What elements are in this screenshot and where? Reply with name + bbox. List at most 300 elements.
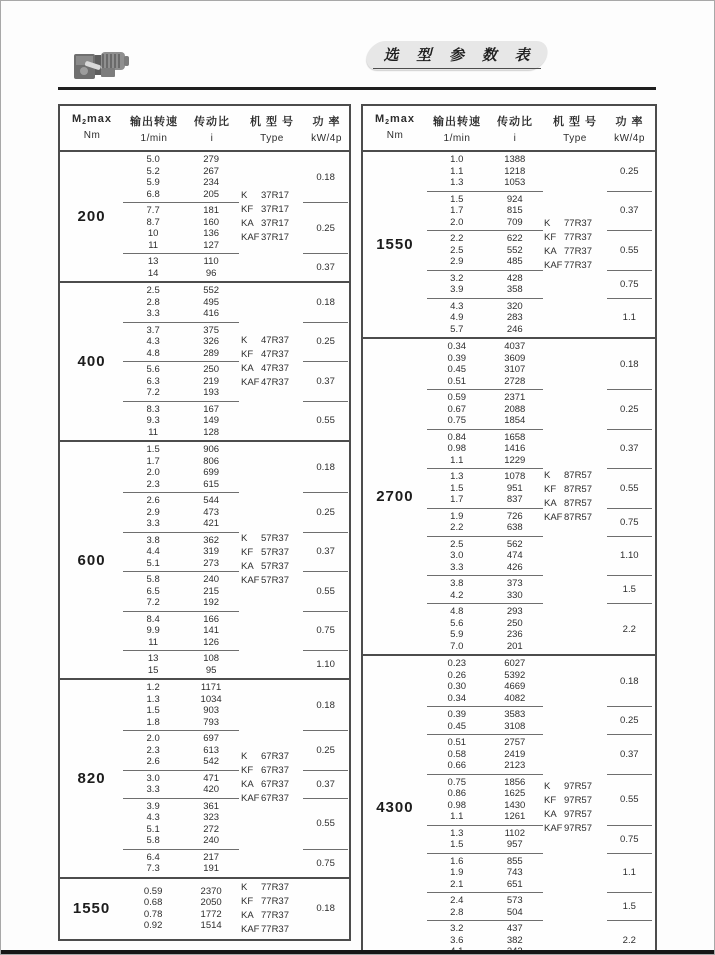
speed-ratio-rows bbox=[427, 152, 543, 192]
output-speed-cell: 0.75 bbox=[447, 415, 467, 426]
type-line bbox=[241, 560, 305, 574]
ratio-group bbox=[123, 612, 349, 652]
type-column-spacer bbox=[543, 390, 607, 430]
ratio-group bbox=[427, 893, 655, 921]
data-row bbox=[427, 353, 543, 365]
type-prefix: K bbox=[241, 751, 248, 763]
type-prefix: KF bbox=[241, 895, 254, 907]
ratio-group bbox=[123, 152, 349, 203]
data-row bbox=[123, 665, 239, 677]
type-column-spacer bbox=[239, 612, 303, 652]
output-speed-cell: 0.23 bbox=[447, 658, 467, 669]
type-column-spacer bbox=[543, 576, 607, 604]
data-row bbox=[123, 558, 239, 570]
type-code: 37R17 bbox=[261, 231, 289, 243]
transmission-ratio-cell: 420 bbox=[203, 784, 220, 795]
output-speed-cell: 2.5 bbox=[450, 244, 464, 256]
ratio-group bbox=[427, 192, 655, 232]
type-column-spacer bbox=[543, 271, 607, 299]
data-row bbox=[427, 590, 543, 602]
torque-value: 200 bbox=[77, 208, 106, 225]
type-prefix: KAF bbox=[544, 511, 563, 523]
power-cell: 1.1 bbox=[622, 312, 636, 324]
transmission-ratio-cell: 149 bbox=[203, 415, 220, 426]
transmission-ratio-cell: 3583 bbox=[504, 709, 526, 720]
type-code: 97R57 bbox=[564, 794, 592, 806]
type-prefix: KF bbox=[241, 547, 254, 558]
type-code: 77R37 bbox=[564, 231, 592, 243]
output-speed-cell: 1.1 bbox=[450, 454, 464, 466]
power-cell: 0.37 bbox=[607, 735, 652, 775]
transmission-ratio-cell: 638 bbox=[506, 522, 523, 533]
data-row bbox=[427, 455, 543, 467]
power-cell: 0.75 bbox=[607, 826, 652, 854]
data-row bbox=[427, 217, 543, 229]
type-line bbox=[241, 895, 305, 909]
type-column-spacer bbox=[239, 493, 303, 533]
type-line bbox=[241, 923, 305, 937]
output-speed-cell: 2.3 bbox=[146, 744, 160, 756]
gearmotor-icon bbox=[71, 45, 133, 82]
data-row bbox=[123, 456, 239, 468]
output-speed-cell: 5.0 bbox=[146, 154, 160, 165]
header-unit-type: Type bbox=[260, 133, 284, 144]
speed-ratio-rows bbox=[427, 271, 543, 299]
output-speed-cell: 1.5 bbox=[450, 193, 464, 205]
speed-ratio-rows bbox=[427, 509, 543, 537]
header-col-m2max bbox=[363, 113, 427, 144]
transmission-ratio-cell: 1102 bbox=[504, 827, 525, 839]
output-speed-cell: 1.0 bbox=[450, 154, 464, 165]
data-row bbox=[123, 920, 239, 932]
transmission-ratio-cell: 473 bbox=[203, 506, 220, 518]
type-line bbox=[544, 780, 608, 794]
transmission-ratio-cell: 1229 bbox=[504, 454, 526, 466]
transmission-ratio-cell: 4669 bbox=[504, 681, 526, 692]
ratio-group bbox=[427, 826, 655, 854]
power-cell: 0.25 bbox=[607, 152, 652, 192]
ratio-group bbox=[427, 537, 655, 577]
data-row bbox=[427, 245, 543, 257]
data-row bbox=[123, 256, 239, 268]
speed-ratio-rows bbox=[427, 537, 543, 577]
data-row bbox=[123, 852, 239, 864]
data-row bbox=[123, 784, 239, 796]
header-unit-power: kW/4p bbox=[311, 133, 342, 144]
ratio-groups bbox=[427, 339, 655, 654]
data-row bbox=[427, 443, 543, 455]
ratio-group bbox=[427, 576, 655, 604]
output-speed-cell: 5.8 bbox=[146, 574, 160, 585]
header-label-part: max bbox=[390, 113, 416, 125]
transmission-ratio-cell: 1658 bbox=[504, 431, 526, 443]
power-cell: 0.37 bbox=[607, 192, 652, 232]
output-speed-cell: 1.5 bbox=[450, 482, 464, 494]
power-cell: 0.25 bbox=[303, 203, 348, 254]
data-row bbox=[123, 863, 239, 875]
type-column-spacer bbox=[543, 854, 607, 894]
transmission-ratio-cell: 1171 bbox=[200, 682, 222, 693]
transmission-ratio-cell: 903 bbox=[203, 705, 220, 716]
output-speed-cell: 8.3 bbox=[146, 403, 160, 415]
transmission-ratio-cell: 192 bbox=[203, 597, 220, 608]
data-row bbox=[427, 578, 543, 590]
type-line bbox=[241, 362, 305, 376]
ratio-group bbox=[123, 884, 349, 934]
transmission-ratio-cell: 127 bbox=[203, 239, 220, 251]
type-column-spacer bbox=[239, 651, 303, 678]
type-code: 37R17 bbox=[261, 189, 289, 201]
transmission-ratio-cell: 2728 bbox=[504, 375, 526, 387]
output-speed-cell: 0.98 bbox=[447, 799, 467, 811]
type-code: 37R17 bbox=[261, 203, 289, 215]
output-speed-cell: 0.59 bbox=[447, 392, 467, 403]
output-speed-cell: 1.7 bbox=[450, 205, 464, 216]
type-line bbox=[544, 259, 608, 273]
output-speed-cell: 10 bbox=[147, 228, 159, 239]
header-col-m2max bbox=[60, 113, 124, 144]
output-speed-cell: 1.5 bbox=[146, 444, 160, 455]
ratio-groups bbox=[123, 680, 349, 877]
output-speed-cell: 5.9 bbox=[450, 629, 464, 640]
transmission-ratio-cell: 267 bbox=[203, 165, 220, 177]
transmission-ratio-cell: 471 bbox=[203, 772, 220, 784]
type-column-spacer bbox=[543, 339, 607, 390]
ratio-group bbox=[123, 799, 349, 850]
type-line bbox=[544, 483, 608, 497]
type-column-spacer bbox=[239, 442, 303, 493]
torque-section-400 bbox=[60, 281, 349, 440]
type-line bbox=[241, 574, 305, 588]
transmission-ratio-cell: 552 bbox=[506, 244, 523, 256]
type-block bbox=[241, 189, 305, 245]
output-speed-cell: 5.8 bbox=[146, 835, 160, 846]
type-prefix: KAF bbox=[241, 923, 260, 935]
torque-value: 2700 bbox=[376, 488, 414, 505]
data-row bbox=[427, 737, 543, 749]
data-row bbox=[427, 522, 543, 534]
power-cell: 1.5 bbox=[607, 576, 652, 604]
type-line bbox=[241, 334, 305, 348]
data-row bbox=[427, 301, 543, 313]
transmission-ratio-cell: 5392 bbox=[504, 669, 526, 681]
data-row bbox=[123, 886, 239, 898]
output-speed-cell: 1.9 bbox=[450, 510, 464, 522]
type-prefix: KF bbox=[544, 483, 557, 495]
type-code: 77R37 bbox=[261, 895, 289, 907]
speed-ratio-rows bbox=[427, 604, 543, 654]
output-speed-cell: 4.3 bbox=[146, 336, 160, 347]
type-code: 87R57 bbox=[564, 469, 592, 481]
header-unit-type: Type bbox=[563, 133, 587, 144]
type-prefix: KF bbox=[544, 231, 557, 243]
data-row bbox=[427, 895, 543, 907]
data-row bbox=[123, 909, 239, 921]
speed-ratio-rows bbox=[427, 231, 543, 271]
power-cell: 0.25 bbox=[303, 731, 348, 771]
transmission-ratio-cell: 166 bbox=[203, 613, 220, 625]
header-label-type: 机 型 号 bbox=[249, 116, 295, 128]
output-speed-cell: 0.67 bbox=[447, 403, 467, 415]
output-speed-cell: 2.1 bbox=[450, 878, 464, 890]
type-column-spacer bbox=[543, 299, 607, 338]
type-column-spacer bbox=[543, 707, 607, 735]
speed-ratio-rows bbox=[123, 254, 239, 281]
output-speed-cell: 2.6 bbox=[146, 756, 160, 767]
type-code: 87R57 bbox=[564, 483, 592, 495]
type-line bbox=[544, 822, 608, 836]
output-speed-cell: 0.26 bbox=[447, 669, 467, 681]
data-row bbox=[427, 856, 543, 868]
type-code: 77R37 bbox=[261, 881, 289, 893]
data-row bbox=[427, 483, 543, 495]
transmission-ratio-cell: 421 bbox=[203, 518, 220, 529]
power-cell: 0.18 bbox=[303, 680, 348, 731]
power-cell: 2.2 bbox=[622, 623, 636, 635]
type-code: 67R37 bbox=[261, 793, 289, 805]
transmission-ratio-cell: 3609 bbox=[504, 352, 526, 364]
transmission-ratio-cell: 2123 bbox=[504, 760, 526, 771]
data-row bbox=[123, 897, 239, 909]
speed-ratio-rows bbox=[427, 893, 543, 921]
data-row bbox=[123, 495, 239, 507]
data-row bbox=[427, 511, 543, 523]
power-cell: 0.55 bbox=[607, 469, 652, 509]
data-row bbox=[123, 479, 239, 491]
ratio-group bbox=[427, 152, 655, 192]
type-prefix: KAF bbox=[544, 259, 563, 271]
data-row bbox=[123, 586, 239, 598]
header-label-speed: 输出转速 bbox=[130, 116, 178, 128]
type-line bbox=[241, 217, 305, 231]
data-row bbox=[427, 749, 543, 761]
type-prefix: KF bbox=[241, 348, 254, 360]
power-cell: 0.75 bbox=[303, 612, 348, 652]
transmission-ratio-cell: 552 bbox=[203, 285, 220, 296]
transmission-ratio-cell: 167 bbox=[203, 403, 220, 415]
data-row bbox=[123, 217, 239, 229]
transmission-ratio-cell: 428 bbox=[506, 272, 523, 284]
transmission-ratio-cell: 906 bbox=[203, 444, 220, 455]
type-prefix: KA bbox=[241, 909, 254, 921]
transmission-ratio-cell: 1053 bbox=[504, 177, 526, 188]
transmission-ratio-cell: 699 bbox=[203, 467, 220, 478]
speed-ratio-rows bbox=[123, 283, 239, 323]
header-label-part: 2 bbox=[385, 119, 391, 126]
data-row bbox=[427, 550, 543, 562]
transmission-ratio-cell: 951 bbox=[506, 482, 523, 494]
output-speed-cell: 0.39 bbox=[447, 709, 467, 720]
type-line bbox=[241, 348, 305, 362]
data-row bbox=[123, 387, 239, 399]
data-row bbox=[123, 756, 239, 768]
output-speed-cell: 2.5 bbox=[450, 538, 464, 550]
power-cell: 0.25 bbox=[303, 493, 348, 533]
header-label-ratio: 传动比 bbox=[194, 116, 230, 128]
speed-ratio-rows bbox=[427, 775, 543, 826]
data-row bbox=[427, 811, 543, 823]
data-row bbox=[427, 867, 543, 879]
output-speed-cell: 0.92 bbox=[143, 920, 163, 931]
power-cell: 0.55 bbox=[607, 775, 652, 826]
data-row bbox=[427, 392, 543, 404]
output-speed-cell: 3.0 bbox=[146, 772, 160, 784]
data-row bbox=[427, 539, 543, 551]
speed-ratio-rows bbox=[123, 799, 239, 850]
transmission-ratio-cell: 96 bbox=[205, 267, 217, 279]
header-col-ratio bbox=[184, 113, 240, 144]
transmission-ratio-cell: 272 bbox=[203, 823, 220, 835]
power-cell: 0.75 bbox=[607, 271, 652, 299]
output-speed-cell: 0.45 bbox=[447, 720, 467, 732]
power-cell: 0.37 bbox=[303, 362, 348, 402]
torque-section-1550 bbox=[60, 877, 349, 939]
type-block bbox=[241, 881, 305, 937]
speed-ratio-rows bbox=[427, 192, 543, 232]
output-speed-cell: 7.3 bbox=[146, 863, 160, 874]
header-label-part: max bbox=[87, 113, 113, 125]
power-cell: 2.2 bbox=[622, 934, 636, 946]
transmission-ratio-cell: 246 bbox=[506, 323, 523, 335]
data-row bbox=[427, 341, 543, 353]
output-speed-cell: 4.8 bbox=[146, 347, 160, 359]
type-code: 77R37 bbox=[564, 217, 592, 229]
type-code: 77R37 bbox=[261, 909, 289, 921]
transmission-ratio-cell: 957 bbox=[506, 839, 523, 850]
data-row bbox=[427, 233, 543, 245]
power-cell: 0.25 bbox=[607, 707, 652, 735]
output-speed-cell: 2.9 bbox=[146, 506, 160, 518]
transmission-ratio-cell: 160 bbox=[203, 216, 220, 228]
data-row bbox=[427, 681, 543, 693]
transmission-ratio-cell: 205 bbox=[203, 188, 220, 200]
transmission-ratio-cell: 240 bbox=[203, 574, 220, 585]
table-header bbox=[363, 106, 655, 152]
type-prefix: KA bbox=[241, 362, 254, 374]
transmission-ratio-cell: 250 bbox=[203, 364, 220, 375]
transmission-ratio-cell: 793 bbox=[203, 716, 220, 728]
speed-ratio-rows bbox=[123, 203, 239, 254]
header-unit-speed: 1/min bbox=[140, 133, 168, 144]
output-speed-cell: 2.5 bbox=[146, 285, 160, 296]
type-block bbox=[241, 334, 305, 390]
output-speed-cell: 0.51 bbox=[447, 375, 467, 387]
type-prefix: K bbox=[544, 469, 551, 481]
output-speed-cell: 4.9 bbox=[450, 312, 464, 323]
ratio-groups bbox=[123, 152, 349, 281]
data-row bbox=[123, 336, 239, 348]
output-speed-cell: 2.8 bbox=[450, 906, 464, 918]
transmission-ratio-cell: 201 bbox=[506, 640, 523, 652]
ratio-group bbox=[123, 850, 349, 877]
transmission-ratio-cell: 375 bbox=[203, 324, 220, 336]
output-speed-cell: 0.58 bbox=[447, 748, 467, 760]
ratio-group bbox=[123, 283, 349, 323]
type-code: 97R57 bbox=[564, 822, 592, 834]
output-speed-cell: 0.51 bbox=[447, 737, 467, 748]
data-row bbox=[427, 166, 543, 178]
transmission-ratio-cell: 573 bbox=[506, 895, 523, 906]
transmission-ratio-cell: 136 bbox=[203, 228, 220, 239]
data-row bbox=[427, 284, 543, 296]
data-row bbox=[427, 721, 543, 733]
transmission-ratio-cell: 743 bbox=[506, 867, 523, 878]
data-row bbox=[123, 637, 239, 649]
transmission-ratio-cell: 1218 bbox=[504, 165, 526, 177]
output-speed-cell: 0.66 bbox=[447, 760, 467, 771]
header-col-type bbox=[543, 113, 607, 144]
header-label-part: M bbox=[374, 113, 386, 125]
output-speed-cell: 7.2 bbox=[146, 387, 160, 398]
output-speed-cell: 0.98 bbox=[447, 443, 467, 454]
data-row bbox=[123, 546, 239, 558]
gearmotor-image bbox=[71, 45, 133, 82]
data-row bbox=[427, 618, 543, 630]
type-column-spacer bbox=[543, 735, 607, 775]
speed-ratio-rows bbox=[427, 656, 543, 707]
type-column-spacer bbox=[239, 254, 303, 281]
output-speed-cell: 6.5 bbox=[146, 585, 160, 597]
data-row bbox=[123, 467, 239, 479]
output-speed-cell: 5.1 bbox=[146, 557, 160, 569]
data-row bbox=[427, 364, 543, 376]
type-code: 47R37 bbox=[261, 376, 289, 388]
ratio-group bbox=[123, 651, 349, 678]
torque-section-820 bbox=[60, 678, 349, 877]
type-code: 77R37 bbox=[564, 245, 592, 257]
speed-ratio-rows bbox=[427, 299, 543, 338]
output-speed-cell: 13 bbox=[147, 653, 159, 664]
page-bottom-edge bbox=[1, 950, 715, 955]
output-speed-cell: 5.6 bbox=[450, 617, 464, 629]
transmission-ratio-cell: 1772 bbox=[200, 908, 222, 920]
transmission-ratio-cell: 613 bbox=[203, 744, 220, 756]
type-prefix: K bbox=[241, 334, 248, 346]
transmission-ratio-cell: 2370 bbox=[200, 885, 222, 897]
output-speed-cell: 2.0 bbox=[146, 733, 160, 744]
type-block bbox=[241, 532, 305, 588]
type-line bbox=[241, 203, 305, 217]
data-row bbox=[427, 907, 543, 919]
transmission-ratio-cell: 1854 bbox=[504, 415, 526, 426]
transmission-ratio-cell: 219 bbox=[203, 375, 220, 387]
ratio-groups bbox=[123, 442, 349, 678]
selection-table-right bbox=[361, 104, 657, 955]
output-speed-cell: 2.3 bbox=[146, 478, 160, 490]
transmission-ratio-cell: 319 bbox=[203, 546, 220, 557]
type-code: 57R37 bbox=[261, 533, 289, 544]
transmission-ratio-cell: 1034 bbox=[200, 693, 222, 705]
type-code: 87R57 bbox=[564, 497, 592, 509]
data-row bbox=[427, 154, 543, 166]
output-speed-cell: 1.7 bbox=[450, 494, 464, 505]
speed-ratio-rows bbox=[123, 442, 239, 493]
ratio-group bbox=[123, 254, 349, 281]
ratio-group bbox=[427, 390, 655, 430]
transmission-ratio-cell: 6027 bbox=[504, 658, 526, 669]
data-row bbox=[427, 828, 543, 840]
data-row bbox=[427, 879, 543, 891]
data-row bbox=[123, 773, 239, 785]
transmission-ratio-cell: 2050 bbox=[200, 897, 222, 908]
type-column-spacer bbox=[239, 850, 303, 877]
output-speed-cell: 5.1 bbox=[146, 823, 160, 835]
transmission-ratio-cell: 273 bbox=[203, 557, 220, 569]
data-row bbox=[427, 324, 543, 336]
output-speed-cell: 3.7 bbox=[146, 324, 160, 336]
output-speed-cell: 4.3 bbox=[146, 812, 160, 823]
data-row bbox=[123, 364, 239, 376]
